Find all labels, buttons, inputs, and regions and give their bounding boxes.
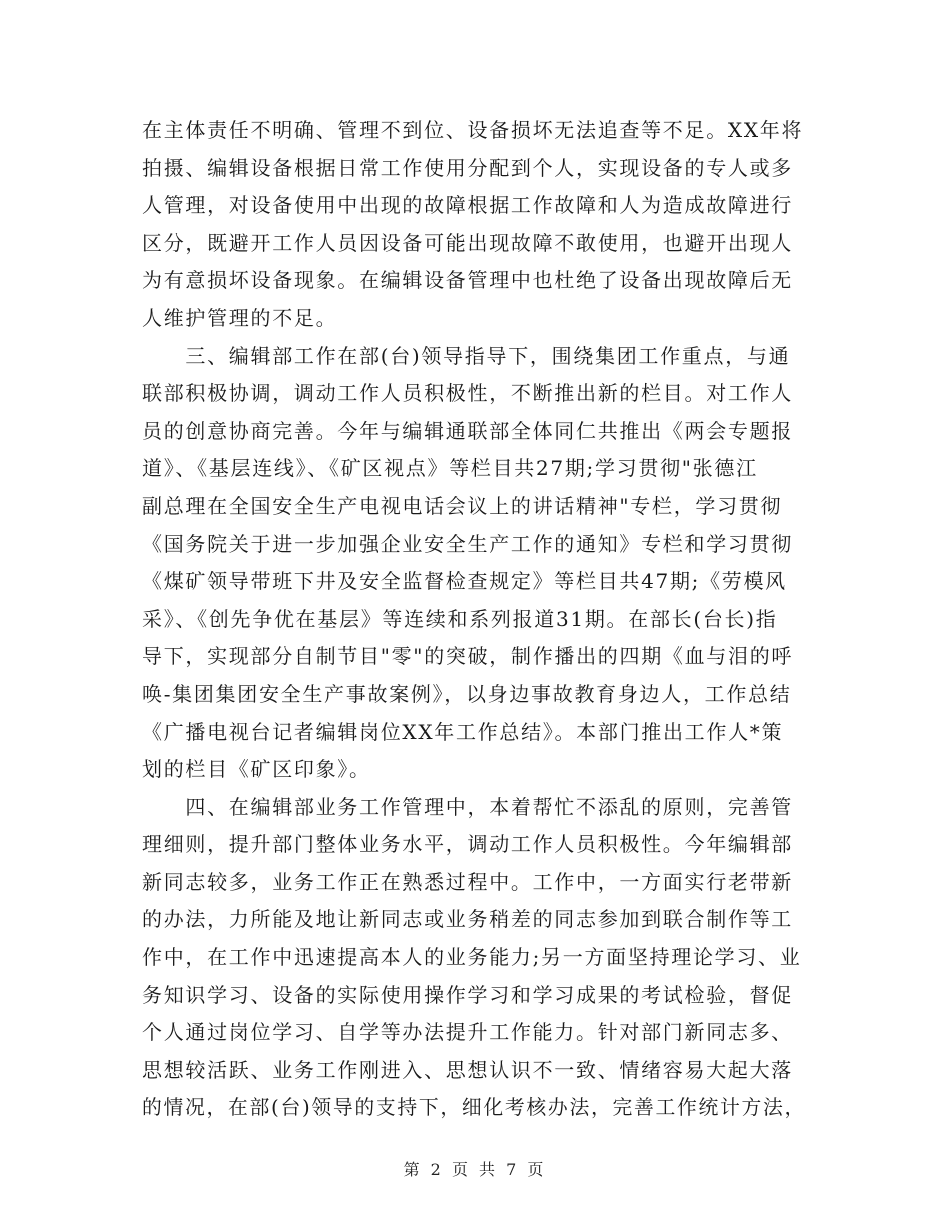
text-line: 三、编辑部工作在部(台)领导指导下，围绕集团工作重点，与通 bbox=[142, 343, 791, 368]
text-line: 唤-集团集团安全生产事故案例》，以身边事故教育身边人，工作总结 bbox=[142, 681, 792, 706]
text-line: 的情况，在部(台)领导的支持下，细化考核办法，完善工作统计方法， bbox=[142, 1095, 807, 1120]
text-line: 四、在编辑部业务工作管理中，本着帮忙不添乱的原则，完善管 bbox=[142, 794, 793, 819]
page-footer: 第 2 页 共 7 页 bbox=[403, 1160, 547, 1179]
text-line: 的办法，力所能及地让新同志或业务稍差的同志参加到联合制作等工 bbox=[142, 907, 793, 932]
text-line: 员的创意协商完善。今年与编辑通联部全体同仁共推出《两会专题报 bbox=[142, 418, 793, 443]
text-line: 为有意损坏设备现象。在编辑设备管理中也杜绝了设备出现故障后无 bbox=[142, 268, 793, 293]
text-line: 划的栏目《矿区印象》。 bbox=[142, 757, 371, 782]
text-line: 个人通过岗位学习、自学等办法提升工作能力。针对部门新同志多、 bbox=[142, 1020, 793, 1045]
text-line: 联部积极协调，调动工作人员积极性，不断推出新的栏目。对工作人 bbox=[142, 381, 793, 406]
text-line: 《广播电视台记者编辑岗位XX年工作总结》。本部门推出工作人*策 bbox=[142, 719, 784, 744]
text-line: 在主体责任不明确、管理不到位、设备损坏无法追查等不足。XX年将 bbox=[142, 118, 804, 142]
text-line: 新同志较多，业务工作正在熟悉过程中。工作中，一方面实行老带新 bbox=[142, 869, 793, 894]
text-line: 《煤矿领导带班下井及安全监督检查规定》等栏目共47期;《劳模风 bbox=[142, 569, 787, 594]
text-line: 人管理，对设备使用中出现的故障根据工作故障和人为造成故障进行 bbox=[142, 193, 793, 218]
text-line: 《国务院关于进一步加强企业安全生产工作的通知》专栏和学习贯彻 bbox=[142, 531, 793, 556]
text-line: 务知识学习、设备的实际使用操作学习和学习成果的考试检验，督促 bbox=[142, 982, 793, 1007]
text-line: 副总理在全国安全生产电视电话会议上的讲话精神"专栏，学习贯彻 bbox=[142, 493, 783, 518]
text-line: 道》、《基层连线》、《矿区视点》等栏目共27期;学习贯彻"张德江 bbox=[142, 456, 758, 481]
text-line: 思想较活跃、业务工作刚进入、思想认识不一致、情绪容易大起大落 bbox=[142, 1057, 793, 1082]
text-line: 人维护管理的不足。 bbox=[142, 305, 338, 330]
text-line: 导下，实现部分自制节目"零"的突破，制作播出的四期《血与泪的呼 bbox=[142, 644, 794, 669]
text-line: 作中，在工作中迅速提高本人的业务能力;另一方面坚持理论学习、业 bbox=[142, 945, 802, 970]
document-body bbox=[142, 112, 806, 1127]
text-line: 区分，既避开工作人员因设备可能出现故障不敢使用，也避开出现人 bbox=[142, 230, 793, 255]
text-line: 理细则，提升部门整体业务水平，调动工作人员积极性。今年编辑部 bbox=[142, 832, 793, 857]
text-line: 采》、《创先争优在基层》等连续和系列报道31期。在部长(台长)指 bbox=[142, 606, 778, 631]
text-line: 拍摄、编辑设备根据日常工作使用分配到个人，实现设备的专人或多 bbox=[142, 155, 793, 180]
